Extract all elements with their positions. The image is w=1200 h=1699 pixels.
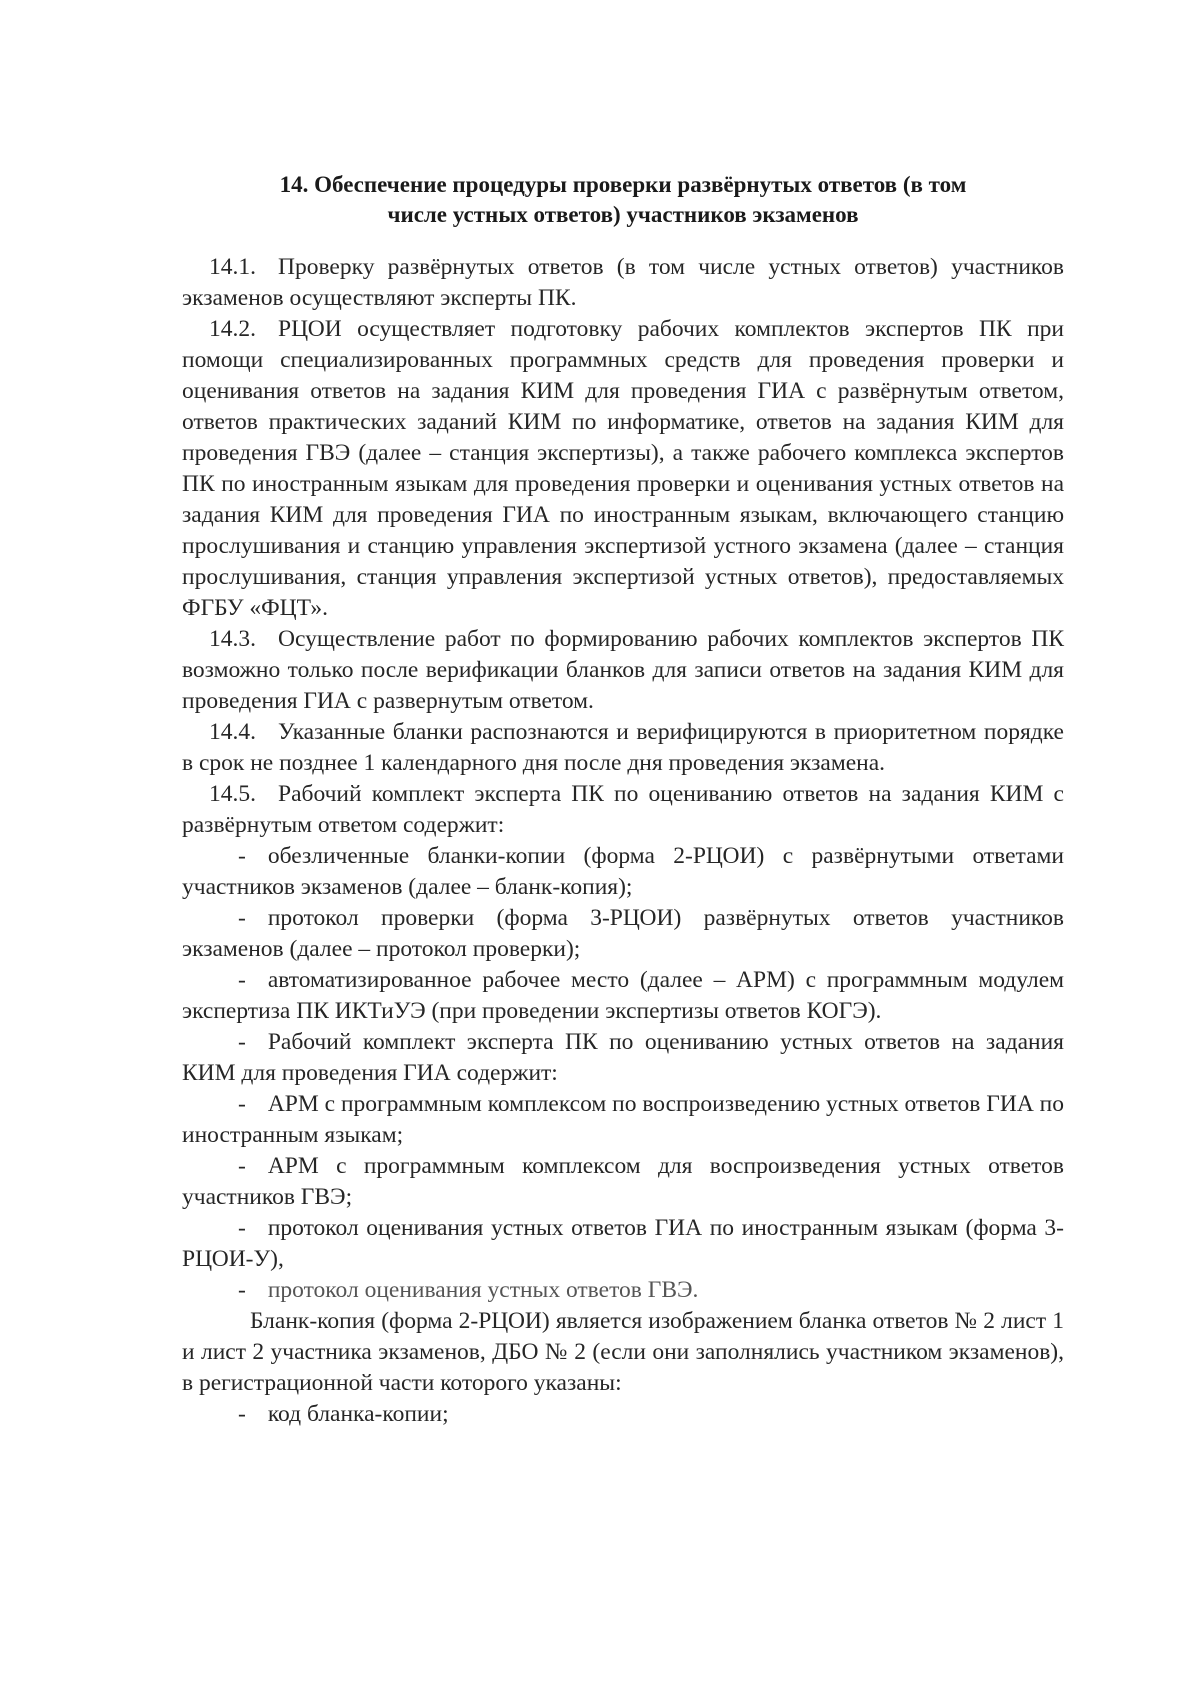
blank-copy-paragraph: Бланк-копия (форма 2-РЦОИ) является изображением бланка ответов № 2 лист 1 и лист 2 участника экзаменов, ДБО № 2 (если они заполнялись участником экзаменов), в регистрационной части которого указаны:	[182, 1308, 1064, 1396]
list-item-text: автоматизированное рабочее место (далее – АРМ) с программным модулем экспертиза ПК ИКТиУЭ (при проведении экспертизы ответов КОГЭ).	[182, 967, 1064, 1024]
paragraph-number: 14.4.	[209, 719, 256, 745]
paragraph-text: Проверку развёрнутых ответов (в том числе устных ответов) участников экзаменов осуществляют эксперты ПК.	[182, 254, 1064, 311]
list-dash: -	[238, 843, 246, 869]
paragraph-14-2	[182, 314, 1064, 624]
list-dash: -	[238, 1153, 246, 1179]
list-item	[182, 903, 1064, 965]
list-dash: -	[238, 1401, 246, 1427]
paragraph-14-3	[182, 624, 1064, 717]
paragraph-text: РЦОИ осуществляет подготовку рабочих комплектов экспертов ПК при помощи специализированных программных средств для проведения проверки и оценивания ответов на задания КИМ для проведения ГИА с развёрнутым ответом, ответов практических заданий КИМ по информатике, ответов на задания КИМ для проведения ГВЭ (далее – станция экспертизы), а также рабочего комплекса экспертов ПК по иностранным языкам для проведения проверки и оценивания устных ответов на задания КИМ для проведения ГИА по иностранным языкам, включающего станцию прослушивания и станцию управления экспертизой устного экзамена (далее – станция прослушивания, станция управления экспертизой устных ответов), предоставляемых ФГБУ «ФЦТ».	[182, 316, 1064, 621]
paragraph-number: 14.5.	[209, 781, 256, 807]
paragraph-text: Рабочий комплект эксперта ПК по оцениванию ответов на задания КИМ с развёрнутым ответом содержит:	[182, 781, 1064, 838]
paragraph-text: Указанные бланки распознаются и верифицируются в приоритетном порядке в срок не позднее 1 календарного дня после дня проведения экзамена.	[182, 719, 1064, 776]
list-item	[182, 1151, 1064, 1213]
list-item-text: протокол проверки (форма 3-РЦОИ) развёрнутых ответов участников экзаменов (далее – протокол проверки);	[182, 905, 1064, 962]
list-item	[182, 1089, 1064, 1151]
paragraph-number: 14.3.	[209, 626, 256, 652]
list-item-text: код бланка-копии;	[267, 1401, 449, 1427]
section-heading	[175, 170, 1071, 230]
list-item	[182, 965, 1064, 1027]
list-dash: -	[238, 1277, 246, 1303]
section-heading-line-1: 14. Обеспечение процедуры проверки развёрнутых ответов (в том	[279, 172, 967, 197]
list-item	[182, 841, 1064, 903]
list-dash: -	[238, 967, 246, 993]
list-item	[182, 1213, 1064, 1275]
paragraph-14-4	[182, 717, 1064, 779]
paragraph-number: 14.1.	[209, 254, 256, 280]
list-item-text: АРМ с программным комплексом по воспроизведению устных ответов ГИА по иностранным языкам;	[182, 1091, 1064, 1148]
list-item	[182, 1399, 1064, 1430]
paragraph-number: 14.2.	[209, 316, 256, 342]
list-dash: -	[238, 1029, 246, 1055]
list-item-text: АРМ с программным комплексом для воспроизведения устных ответов участников ГВЭ;	[182, 1153, 1064, 1210]
list-item-text: обезличенные бланки-копии (форма 2-РЦОИ) с развёрнутыми ответами участников экзаменов (далее – бланк-копия);	[182, 843, 1064, 900]
list-item-text: протокол оценивания устных ответов ГИА по иностранным языкам (форма 3-РЦОИ-У),	[182, 1215, 1064, 1272]
oral-kit-intro-text: Рабочий комплект эксперта ПК по оцениванию устных ответов на задания КИМ для проведения ГИА содержит:	[182, 1029, 1064, 1086]
paragraph-14-1	[182, 252, 1064, 314]
list-dash: -	[238, 905, 246, 931]
paragraph-text: Осуществление работ по формированию рабочих комплектов экспертов ПК возможно только после верификации бланков для записи ответов на задания КИМ для проведения ГИА с развернутым ответом.	[182, 626, 1064, 714]
list-dash: -	[238, 1091, 246, 1117]
list-item	[182, 1275, 1064, 1306]
paragraph-14-5	[182, 779, 1064, 841]
oral-kit-intro	[182, 1027, 1064, 1089]
document-body	[182, 252, 1064, 1430]
list-dash: -	[238, 1215, 246, 1241]
section-heading-line-2: числе устных ответов) участников экзаменов	[387, 202, 859, 227]
list-item-text: протокол оценивания устных ответов ГВЭ.	[267, 1277, 699, 1303]
